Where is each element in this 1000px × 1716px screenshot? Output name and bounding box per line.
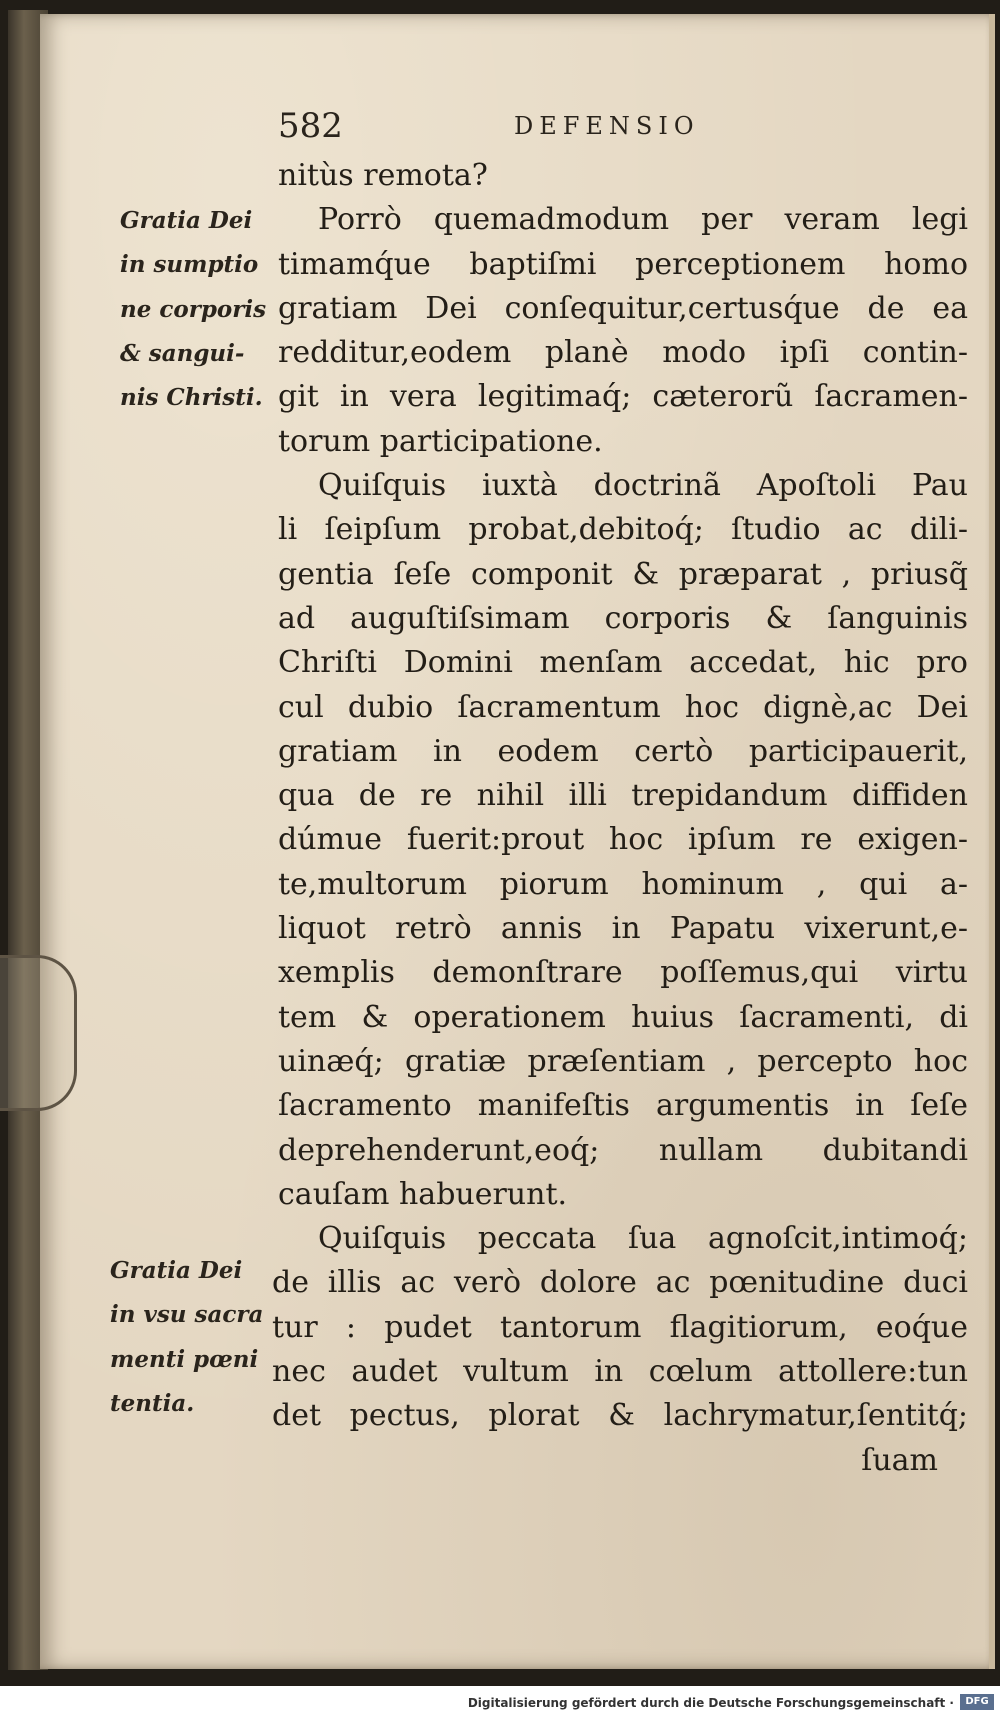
text-line: xemplis demonſtrare poſſemus,qui virtu (278, 955, 968, 991)
marginal-note-line: Gratia Dei (110, 1257, 243, 1284)
text-line: Chriſti Domini menſam accedat, hic pro (278, 645, 968, 681)
footer-bar (0, 1686, 1000, 1716)
book-clasp (0, 955, 77, 1111)
marginal-note-1 (120, 199, 266, 420)
marginal-note-line: & sangui- (120, 339, 245, 367)
text-line: li ſeipſum probat,debitoq́; ſtudio ac dili- (278, 512, 968, 548)
marginal-note-line: menti pœni (110, 1345, 259, 1373)
body-text (272, 154, 968, 1483)
marginal-note-line: tentia. (110, 1389, 195, 1417)
text-line: liquot retrò annis in Papatu vixerunt,e- (278, 911, 968, 947)
running-head: DEFENSIO (514, 112, 700, 140)
text-line: det pectus, plorat & lachrymatur,ſentitq́; (272, 1398, 968, 1434)
marginal-note-line: nis Christi. (120, 384, 263, 412)
text-line: redditur,eodem planè modo ipſi contin- (278, 335, 968, 371)
text-line: te,multorum piorum hominum , qui a- (278, 866, 968, 902)
text-line: gratiam Dei conſequitur,certusq́ue de ea (278, 290, 968, 326)
text-line: nec audet vultum in cœlum attollere:tun (272, 1354, 968, 1390)
marginal-note-line: Gratia Dei (120, 207, 253, 234)
text-line: git in vera legitimaq́; cæterorũ ſacramen- (278, 379, 968, 415)
text-line: torum participatione. (278, 423, 603, 459)
text-line: dúmue fuerit:prout hoc ipſum re exigen- (278, 822, 968, 858)
text-line: ſacramento manifeſtis argumentis in ſeſe (278, 1088, 968, 1124)
dfg-logo-icon: DFG (960, 1694, 994, 1710)
text-line: deprehenderunt,eoq́; nullam dubitandi (278, 1132, 968, 1168)
text-line: Quiſquis iuxtà doctrinã Apoſtoli Pau (318, 468, 968, 504)
text-line: tur : pudet tantorum flagitiorum, eoq́ue (272, 1309, 968, 1345)
text-line: uinæq́; gratiæ præſentiam , percepto hoc (278, 1043, 968, 1079)
catchword: ſuam (861, 1442, 938, 1478)
text-line: cul dubio ſacramentum hoc dignè,ac Dei (278, 689, 968, 725)
marginal-note-2 (110, 1249, 263, 1426)
marginal-note-line: in sumptio (120, 251, 259, 279)
marginal-note-line: in vsu sacra (110, 1301, 264, 1329)
page-right-edge (989, 14, 995, 1669)
text-line: de illis ac verò dolore ac pœnitudine duci (272, 1265, 968, 1301)
text-line: tem & operationem huius ſacramenti, di (278, 999, 968, 1035)
text-line: Quiſquis peccata ſua agnoſcit,intimoq́; (318, 1221, 968, 1257)
text-line: Porrò quemadmodum per veram legi (318, 202, 968, 238)
text-line: timamq́ue baptiſmi perceptionem homo (278, 246, 968, 282)
text-line: ad auguſtiſsimam corporis & ſanguinis (278, 600, 968, 636)
funding-notice: Digitalisierung gefördert durch die Deutsche Forschungsgemeinschaft · (467, 1696, 954, 1710)
text-line: qua de re nihil illi trepidandum diffiden (278, 778, 968, 814)
text-line: gentia ſeſe componit & præparat , priusq̃ (278, 556, 968, 592)
text-line: cauſam habuerunt. (278, 1176, 568, 1212)
page-header (278, 100, 958, 146)
page-number: 582 (278, 106, 343, 146)
text-line: nitùs remota? (278, 158, 488, 193)
text-line: gratiam in eodem certò participauerit, (278, 733, 968, 769)
marginal-note-line: ne corporis (120, 295, 267, 323)
